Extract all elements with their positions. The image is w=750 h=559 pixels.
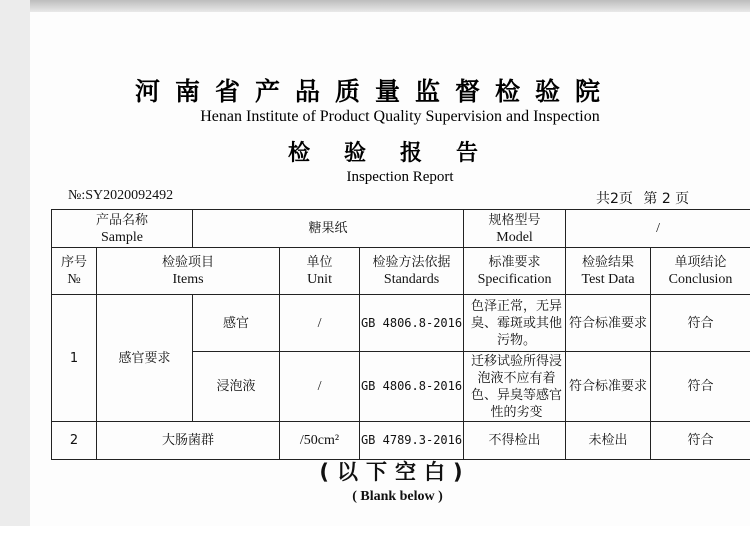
model-label-cell (464, 210, 566, 248)
header-row (52, 248, 750, 295)
item-group: 感官要求 (97, 295, 193, 422)
col-header-conclusion-en: Conclusion (668, 272, 733, 287)
standard-cell: GB 4806.8-2016 (360, 295, 464, 352)
report-number: №:SY2020092492 (68, 188, 174, 203)
result-cell: 未检出 (566, 422, 651, 460)
institute-title-cn: 河南省产品质量监督检验院 (134, 77, 615, 106)
report-title-cn: 检验报告 (287, 141, 512, 166)
page-indicator (596, 188, 695, 208)
col-header-unit-en: Unit (307, 272, 332, 287)
conclusion-cell: 符合 (651, 295, 750, 352)
viewer-top-bar (0, 0, 750, 12)
blank-below-en: ( Blank below ) (352, 489, 443, 504)
standard-cell: GB 4789.3-2016 (360, 422, 464, 460)
model-label-en: Model (496, 229, 533, 245)
table-row (52, 295, 750, 352)
col-header-items (97, 248, 280, 295)
conclusion-cell: 符合 (651, 422, 750, 460)
col-header-result-en: Test Data (581, 272, 635, 287)
model-value: / (566, 210, 750, 248)
col-header-result (566, 248, 651, 295)
col-header-spec-cn: 标准要求 (488, 255, 541, 270)
pages-current: 第 2 页 (643, 191, 690, 207)
col-header-standards-en: Standards (383, 272, 440, 287)
result-cell: 符合标准要求 (566, 352, 651, 422)
col-header-no-cn: 序号 (60, 255, 87, 270)
conclusion-cell: 符合 (651, 352, 750, 422)
unit-cell: / (280, 295, 360, 352)
col-header-items-en: Items (172, 272, 204, 287)
col-header-standards-cn: 检验方法依据 (372, 255, 451, 270)
spec-cell: 不得检出 (464, 422, 566, 460)
col-header-conclusion-cn: 单项结论 (674, 255, 727, 270)
spec-cell: 迁移试验所得浸泡液不应有着色、异臭等感官性的劣变 (464, 352, 566, 422)
pages-total: 共2页 (596, 191, 633, 207)
col-header-standards (360, 248, 464, 295)
unit-cell: /50cm² (280, 422, 360, 460)
model-label-cn: 规格型号 (488, 212, 541, 228)
row-number: 1 (52, 295, 97, 422)
table-row (52, 422, 750, 460)
col-header-no-en: № (67, 272, 81, 287)
inspection-table (51, 209, 750, 460)
sample-label-cn: 产品名称 (96, 212, 149, 228)
col-header-spec-en: Specification (477, 272, 552, 287)
report-title-en: Inspection Report (346, 169, 454, 185)
col-header-spec (464, 248, 566, 295)
sample-label-cell (52, 210, 193, 248)
viewer-bottom-area (0, 526, 750, 559)
result-cell: 符合标准要求 (566, 295, 651, 352)
standard-cell: GB 4806.8-2016 (360, 352, 464, 422)
sample-row (52, 210, 750, 248)
col-header-no (52, 248, 97, 295)
item-name: 感官 (193, 295, 280, 352)
institute-title-en: Henan Institute of Product Quality Supervision and Inspection (200, 108, 600, 125)
sample-value: 糖果纸 (193, 210, 464, 248)
item-name: 浸泡液 (193, 352, 280, 422)
col-header-items-cn: 检验项目 (162, 255, 215, 270)
col-header-unit (280, 248, 360, 295)
unit-cell: / (280, 352, 360, 422)
col-header-conclusion (651, 248, 750, 295)
spec-cell: 色泽正常，无异臭、霉斑或其他污物。 (464, 295, 566, 352)
col-header-unit-cn: 单位 (306, 255, 333, 270)
item-name: 大肠菌群 (97, 422, 280, 460)
sample-label-en: Sample (101, 229, 143, 245)
blank-below-cn: (以下空白) (319, 460, 471, 484)
row-number: 2 (52, 422, 97, 460)
col-header-result-cn: 检验结果 (582, 255, 635, 270)
